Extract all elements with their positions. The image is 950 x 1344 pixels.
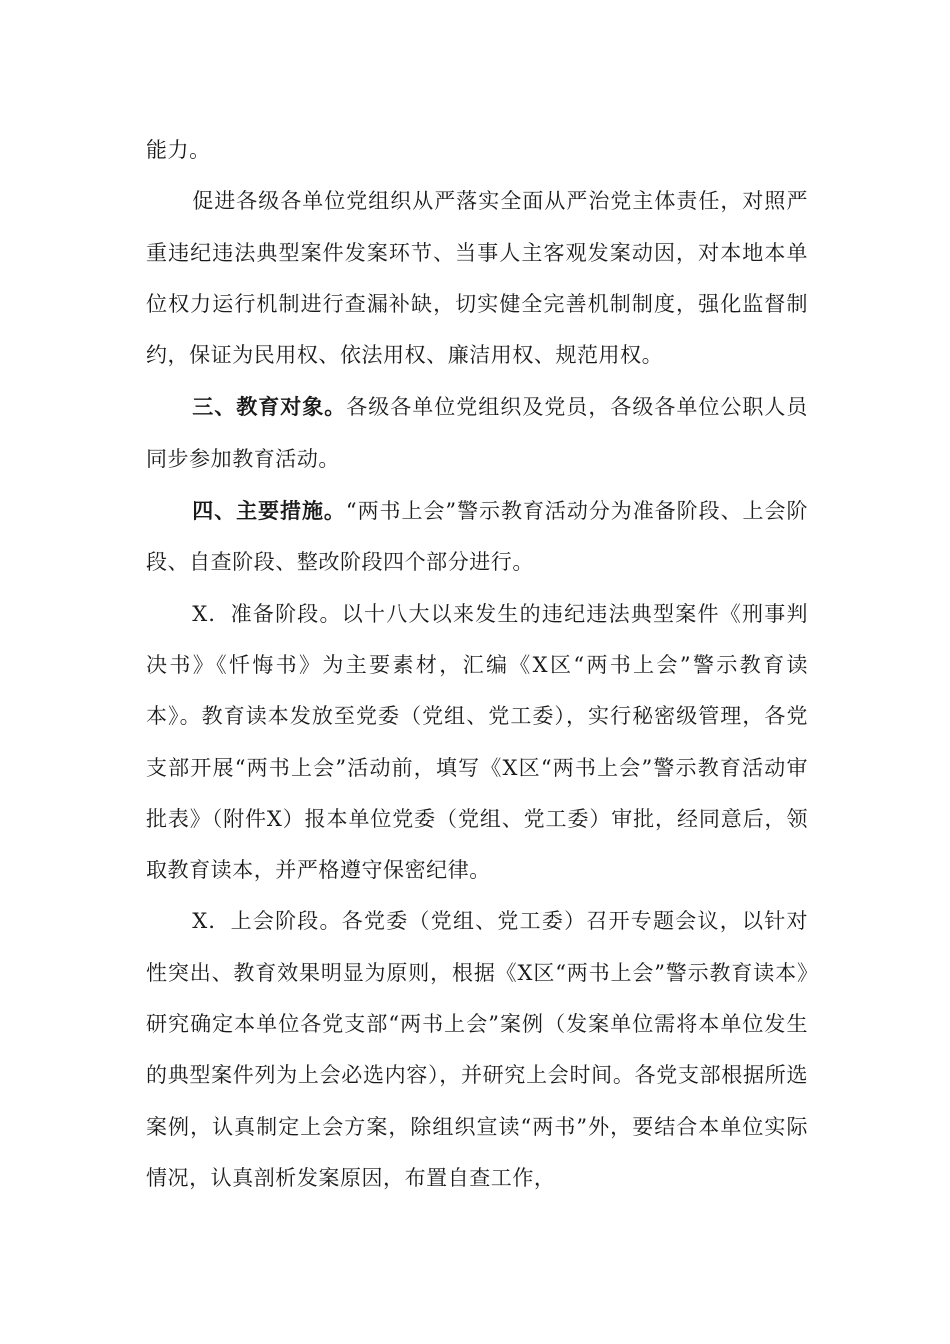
document-page [146, 125, 808, 1204]
paragraph-continuation: 能力。 [146, 138, 211, 162]
paragraph-preparation-stage: X．准备阶段。以十八大以来发生的违纪违法典型案件《刑事判决书》《忏悔书》为主要素材，汇编《X区“两书上会”警示教育读本》。教育读本发放至党委（党组、党工委），实行秘密级管理，各党支部开展“两书上会”活动前，填写《X区“两书上会”警示教育活动审批表》（附件X）报本单位党委（党组、党工委）审批，经同意后，领取教育读本，并严格遵守保密纪律。 [146, 601, 808, 883]
section-body: 各级各单位党组织及党员，各级各单位公职人员同步参加教育活动。 [146, 395, 808, 471]
section-body: “两书上会”警示教育活动分为准备阶段、上会阶段、自查阶段、整改阶段四个部分进行。 [146, 499, 808, 575]
section-heading: 四、主要措施。 [192, 498, 346, 524]
section-main-measures [146, 485, 808, 589]
section-heading: 三、教育对象。 [192, 394, 347, 420]
paragraph-meeting-stage: X．上会阶段。各党委（党组、党工委）召开专题会议，以针对性突出、教育效果明显为原则，根据《X区“两书上会”警示教育读本》研究确定本单位各党支部“两书上会”案例（发案单位需将本单位发生的典型案件列为上会必选内容），并研究上会时间。各党支部根据所选案例，认真制定上会方案，除组织宣读“两书”外，要结合本单位实际情况，认真剖析发案原因，布置自查工作， [146, 909, 808, 1190]
section-education-targets [146, 381, 808, 485]
paragraph-responsibility: 促进各级各单位党组织从严落实全面从严治党主体责任，对照严重违纪违法典型案件发案环节、当事人主客观发案动因，对本地本单位权力运行机制进行查漏补缺，切实健全完善机制制度，强化监督制约，保证为民用权、依法用权、廉洁用权、规范用权。 [146, 189, 808, 368]
